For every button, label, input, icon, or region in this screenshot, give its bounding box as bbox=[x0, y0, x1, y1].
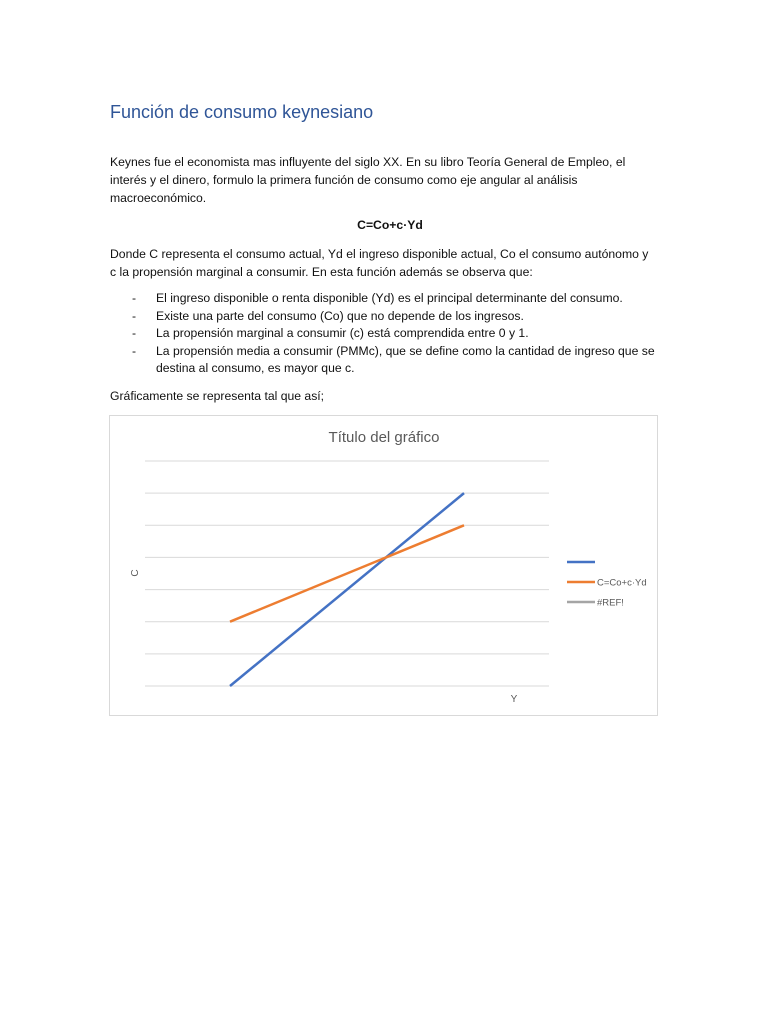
y-axis-label: C bbox=[130, 569, 141, 577]
intro-paragraph: Keynes fue el economista mas influyente del siglo XX. En su libro Teoría General de Empleo, el interés y el dinero, formulo la primera función de consumo como eje angular al análisis macroeconómico. bbox=[110, 155, 626, 205]
bullet-marker: - bbox=[132, 326, 137, 341]
bullet-marker: - bbox=[132, 291, 137, 305]
bullet-marker: - bbox=[132, 308, 137, 323]
legend-label-1: C=Co+c·Yd bbox=[597, 577, 647, 589]
series-line-1 bbox=[230, 525, 464, 621]
list-item bbox=[110, 325, 670, 343]
bullet-marker: - bbox=[132, 343, 137, 358]
list-item bbox=[110, 308, 670, 326]
consumption-chart bbox=[110, 416, 659, 717]
bullet-list bbox=[110, 290, 670, 378]
list-item bbox=[110, 343, 670, 378]
description-paragraph: Donde C representa el consumo actual, Yd el ingreso disponible actual, Co el consumo autónomo y c la propensión marginal a consumir. En esta función además se observa que: bbox=[110, 247, 649, 279]
chart-legend bbox=[567, 562, 647, 609]
graph-intro-paragraph: Gráficamente se representa tal que así; bbox=[110, 389, 325, 403]
chart-container[interactable] bbox=[109, 415, 658, 716]
legend-label-2: #REF! bbox=[597, 597, 624, 609]
x-axis-label: Y bbox=[510, 694, 518, 705]
consumption-formula: C=Co+c·Yd bbox=[357, 218, 423, 232]
list-item-text: Existe una parte del consumo (Co) que no depende de los ingresos. bbox=[156, 308, 524, 323]
list-item-text: La propensión marginal a consumir (c) está comprendida entre 0 y 1. bbox=[156, 326, 529, 341]
list-item bbox=[110, 290, 670, 308]
list-item-text: El ingreso disponible o renta disponible (Yd) es el principal determinante del consumo. bbox=[156, 291, 623, 305]
page-title: Función de consumo keynesiano bbox=[110, 102, 374, 122]
chart-title: Título del gráfico bbox=[328, 429, 440, 446]
list-item-text: La propensión media a consumir (PMMc), que se define como la cantidad de ingreso que se destina al consumo, es mayor que c. bbox=[156, 343, 655, 376]
